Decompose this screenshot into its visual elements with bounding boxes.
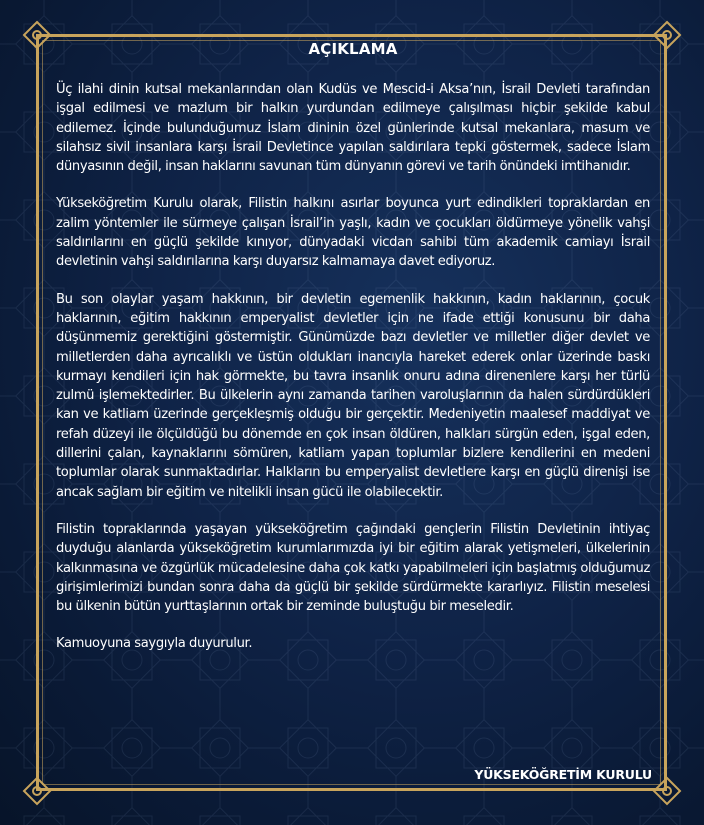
document-title: AÇIKLAMA bbox=[308, 40, 398, 58]
corner-ornament-icon bbox=[22, 20, 52, 50]
paragraph-4: Filistin topraklarında yaşayan yükseköğretim çağındaki gençlerin Filistin Devletinin ihtiyaç duyduğu alanlarda yükseköğretim kurumlarımızda iyi bir eğitim alarak yetişmeleri, ülkelerinin kalkınmasına ve özgürlük mücadelesine daha çok katkı yapabilmeleri için başlatmış olduğumuz girişimlerimizi bundan sonra daha da güçlü bir şekilde sürdürmekte kararlıyız. Filistin meselesi bu ülkenin bütün yurttaşlarının ortak bir zeminde buluştuğu bir meseledir. bbox=[56, 521, 650, 615]
corner-ornament-icon bbox=[22, 776, 52, 806]
paragraph-1: Üç ilahi dinin kutsal mekanlarından olan Kudüs ve Mescid-i Aksa’nın, İsrail Devleti tarafından işgal edilmesi ve mazlum bir halkın yurdundan edilmeye çalışılması hiçbir şekilde kabul edilemez. İçinde bulunduğumuz İslam dininin özel günlerinde kutsal mekanlara, masum ve silahsız sivil insanlara karşı İsrail Devletince yapılan saldırılara tepki göstermek, sadece İslam dünyasının değil, insan haklarını savunan tüm dünyanın görevi ve tarih önündeki imtihanıdır. bbox=[56, 82, 650, 175]
signature: YÜKSEKÖĞRETİM KURULU bbox=[474, 767, 652, 782]
statement-content bbox=[56, 40, 650, 672]
paragraph-2: Yükseköğretim Kurulu olarak, Filistin halkını asırlar boyunca yurt edindikleri topraklardan en zalim yöntemler ile sürmeye çalışan İsrail’in yaşlı, kadın ve çocukları öldürmeye yönelik vahşi saldırılarını en güçlü şekilde kınıyor, dünyadaki vicdan sahibi tüm akademik camiayı İsrail devletinin vahşi saldırılarına karşı duyarsız kalmamaya davet ediyoruz. bbox=[56, 196, 650, 270]
paragraph-5: Kamuoyuna saygıyla duyurulur. bbox=[56, 636, 253, 652]
paragraph-3: Bu son olaylar yaşam hakkının, bir devletin egemenlik hakkının, kadın haklarının, çocuk haklarının, eğitim hakkının emperyalist devletler için ne ifade ettiği konusunu bir daha düşünmemiz gerektiğini göstermiştir. Günümüzde bazı devletler ve milletler diğer devlet ve milletlerden daha ayrıcalıklı ve üstün oldukları inancıyla hareket ederek onlar üzerinde baskı kurmayı kendileri için hak görmekte, bu tavra insanlık onuru adına direnenlere karşı her türlü zulmü işlemektedirler. Bu ülkelerin aynı zamanda tarihen varoluşlarının da halen sürdürdükleri kan ve katliam üzerinde gerçekleşmiş olduğu bir gerçektir. Medeniyetin maalesef maddiyat ve refah düzeyi ile ölçüldüğü bu dönemde en çok insan öldüren, halkları sürgün eden, işgal eden, dillerini çalan, kaynaklarını sömüren, katliam yapan toplumlar bizlere kendilerini en medeni toplumlar olarak sunmaktadırlar. Halkların bu emperyalist devletlere karşı en güçlü direnişi ise ancak sağlam bir eğitim ve nitelikli insan gücü ile olabilecektir. bbox=[56, 291, 650, 500]
corner-ornament-icon bbox=[652, 20, 682, 50]
corner-ornament-icon bbox=[652, 776, 682, 806]
